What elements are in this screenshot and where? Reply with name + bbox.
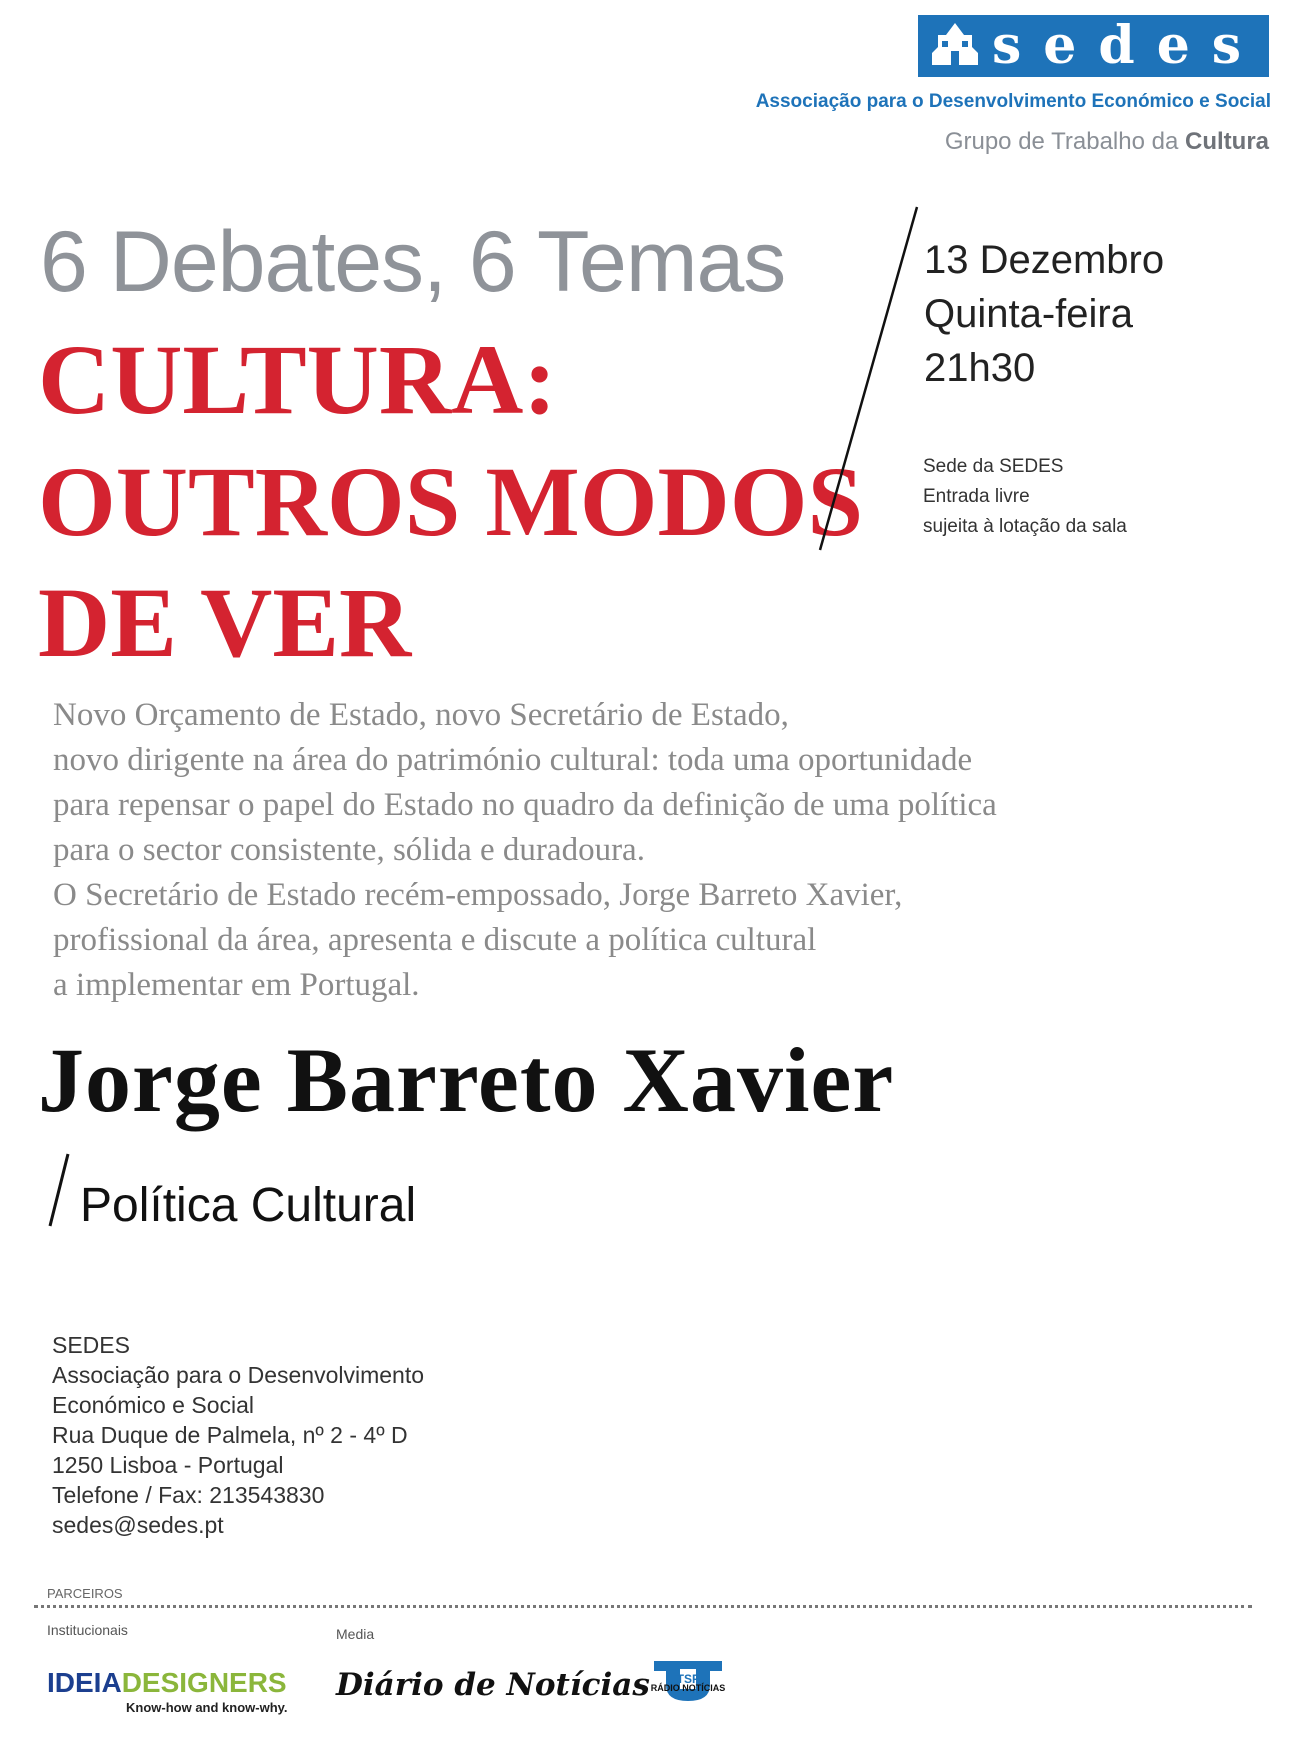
ideia-tagline: Know-how and know-why. bbox=[126, 1700, 288, 1715]
media-label: Media bbox=[336, 1626, 375, 1642]
contact-address bbox=[52, 1330, 424, 1540]
address-line: Associação para o Desenvolvimento bbox=[52, 1362, 425, 1388]
description-line: novo dirigente na área do património cultural: toda uma oportunidade bbox=[53, 742, 973, 778]
email-line: sedes@sedes.pt bbox=[52, 1512, 224, 1538]
ideia-designers-logo bbox=[47, 1667, 287, 1699]
address-line: Económico e Social bbox=[52, 1392, 254, 1418]
partners-label: PARCEIROS bbox=[47, 1586, 123, 1601]
address-line: 1250 Lisboa - Portugal bbox=[52, 1452, 284, 1478]
description-line: Novo Orçamento de Estado, novo Secretário de Estado, bbox=[53, 697, 789, 733]
event-title-line-1: CULTURA: bbox=[38, 324, 557, 435]
sedes-logo bbox=[918, 15, 1269, 77]
description-line: O Secretário de Estado recém-empossado, Jorge Barreto Xavier, bbox=[53, 877, 903, 913]
phone-line: Telefone / Fax: 213543830 bbox=[52, 1482, 325, 1508]
venue-line: Entrada livre bbox=[923, 486, 1030, 507]
dotted-divider bbox=[34, 1605, 1252, 1608]
working-group bbox=[945, 128, 1269, 156]
event-description bbox=[53, 693, 1273, 1008]
sedes-emblem-icon bbox=[924, 15, 986, 77]
description-line: para o sector consistente, sólida e duradoura. bbox=[53, 832, 645, 868]
description-line: para repensar o papel do Estado no quadro da definição de uma política bbox=[53, 787, 997, 823]
ideia-logo-part-a: IDEIA bbox=[47, 1667, 122, 1698]
address-line: SEDES bbox=[52, 1332, 130, 1358]
address-line: Rua Duque de Palmela, nº 2 - 4º D bbox=[52, 1422, 408, 1448]
ideia-logo-part-b: DESIGNERS bbox=[121, 1667, 287, 1698]
talk-topic: Política Cultural bbox=[80, 1179, 417, 1232]
tsf-subtitle: RÁDIO NOTÍCIAS bbox=[650, 1683, 726, 1693]
venue-line: Sede da SEDES bbox=[923, 456, 1064, 477]
event-date: 13 Dezembro bbox=[924, 238, 1165, 282]
event-title-line-3: DE VER bbox=[38, 567, 412, 678]
working-group-emphasis: Cultura bbox=[1185, 128, 1269, 155]
event-time: 21h30 bbox=[924, 346, 1036, 390]
diario-de-noticias-logo: Diário de Notícias bbox=[336, 1667, 650, 1703]
diagonal-divider bbox=[800, 200, 940, 560]
description-line: a implementar em Portugal. bbox=[53, 967, 420, 1003]
event-weekday: Quinta-feira bbox=[924, 292, 1133, 336]
institutional-label: Institucionais bbox=[47, 1622, 128, 1638]
event-title-line-2: OUTROS MODOS bbox=[38, 446, 864, 557]
venue-line: sujeita à lotação da sala bbox=[923, 516, 1127, 537]
speaker-name: Jorge Barreto Xavier bbox=[38, 1029, 895, 1131]
tsf-logo-text: TSF bbox=[676, 1672, 700, 1686]
logo-wordmark: sedes bbox=[992, 15, 1264, 76]
description-line: profissional da área, apresenta e discute a política cultural bbox=[53, 922, 817, 958]
working-group-prefix: Grupo de Trabalho da bbox=[944, 128, 1185, 155]
series-title: 6 Debates, 6 Temas bbox=[40, 214, 786, 310]
association-name: Associação para o Desenvolvimento Económico e Social bbox=[755, 91, 1271, 112]
slash-divider bbox=[44, 1150, 74, 1230]
